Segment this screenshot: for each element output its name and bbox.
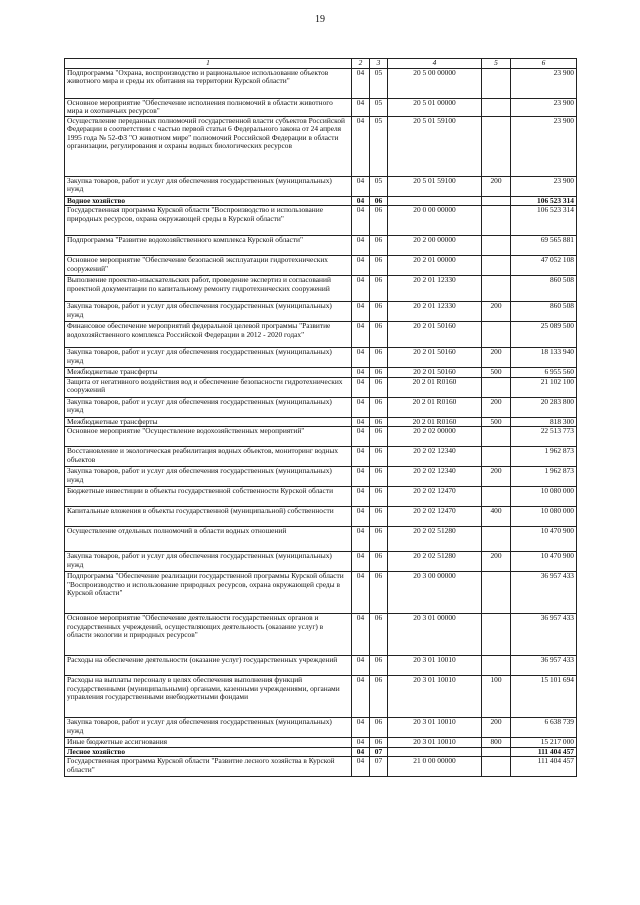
table-row	[65, 302, 577, 322]
cell-expense-type	[482, 447, 511, 467]
cell-amount: 10 470 900	[511, 527, 577, 552]
cell-target-article: 20 3 01 10010	[388, 738, 482, 748]
cell-section: 04	[352, 552, 370, 572]
cell-expense-type	[482, 322, 511, 348]
cell-name: Межбюджетные трансферты	[65, 368, 352, 378]
cell-section: 04	[352, 176, 370, 196]
cell-target-article: 20 5 01 00000	[388, 98, 482, 116]
cell-amount: 10 470 900	[511, 552, 577, 572]
cell-expense-type	[482, 116, 511, 176]
cell-expense-type	[482, 196, 511, 206]
cell-expense-type	[482, 427, 511, 447]
cell-subsection: 05	[370, 176, 388, 196]
cell-section: 04	[352, 397, 370, 417]
cell-subsection: 06	[370, 417, 388, 427]
cell-subsection: 06	[370, 236, 388, 256]
cell-section: 04	[352, 68, 370, 98]
table-row	[65, 676, 577, 718]
cell-section: 04	[352, 527, 370, 552]
cell-subsection: 06	[370, 302, 388, 322]
cell-target-article: 20 5 01 59100	[388, 116, 482, 176]
cell-subsection: 06	[370, 614, 388, 656]
cell-subsection: 07	[370, 757, 388, 777]
cell-subsection: 06	[370, 467, 388, 487]
cell-subsection: 07	[370, 747, 388, 757]
cell-amount: 23 900	[511, 116, 577, 176]
cell-amount: 23 900	[511, 68, 577, 98]
cell-name: Расходы на выплаты персоналу в целях обеспечения выполнения функций государственными (муниципальными) органами, казенными учреждениями, органами управления государственными внебюджетными фондами	[65, 676, 352, 718]
cell-target-article: 20 2 01 50160	[388, 368, 482, 378]
cell-subsection: 06	[370, 527, 388, 552]
cell-amount: 21 102 100	[511, 377, 577, 397]
cell-target-article	[388, 196, 482, 206]
cell-name: Закупка товаров, работ и услуг для обеспечения государственных (муниципальных) нужд	[65, 176, 352, 196]
cell-subsection: 06	[370, 256, 388, 276]
cell-name: Водное хозяйство	[65, 196, 352, 206]
cell-target-article: 20 2 02 51280	[388, 527, 482, 552]
cell-target-article: 20 2 02 12470	[388, 507, 482, 527]
cell-section: 04	[352, 377, 370, 397]
cell-section: 04	[352, 302, 370, 322]
cell-subsection: 06	[370, 427, 388, 447]
budget-table	[64, 58, 577, 777]
cell-subsection: 06	[370, 676, 388, 718]
header-col-6: 6	[511, 59, 577, 69]
header-col-5: 5	[482, 59, 511, 69]
cell-subsection: 06	[370, 276, 388, 302]
cell-expense-type	[482, 656, 511, 676]
table-row	[65, 757, 577, 777]
cell-section: 04	[352, 487, 370, 507]
cell-target-article: 20 2 01 R0160	[388, 377, 482, 397]
cell-amount: 860 508	[511, 302, 577, 322]
cell-subsection: 06	[370, 348, 388, 368]
cell-name: Государственная программа Курской области "Воспроизводство и использование природных ресурсов, охрана окружающей среды в Курской области"	[65, 206, 352, 236]
cell-target-article: 20 3 00 00000	[388, 572, 482, 614]
cell-expense-type: 100	[482, 676, 511, 718]
cell-target-article: 20 2 02 51280	[388, 552, 482, 572]
cell-target-article: 20 2 01 R0160	[388, 417, 482, 427]
cell-subsection: 06	[370, 206, 388, 236]
cell-target-article: 20 2 00 00000	[388, 236, 482, 256]
cell-section: 04	[352, 236, 370, 256]
cell-amount: 25 089 500	[511, 322, 577, 348]
cell-amount: 69 565 881	[511, 236, 577, 256]
cell-amount: 36 957 433	[511, 614, 577, 656]
cell-name: Иные бюджетные ассигнования	[65, 738, 352, 748]
header-col-2: 2	[352, 59, 370, 69]
cell-amount: 47 052 108	[511, 256, 577, 276]
cell-target-article	[388, 747, 482, 757]
cell-expense-type: 200	[482, 467, 511, 487]
cell-subsection: 06	[370, 656, 388, 676]
table-row	[65, 98, 577, 116]
header-col-1: 1	[65, 59, 352, 69]
cell-target-article: 20 5 01 59100	[388, 176, 482, 196]
cell-amount: 10 080 000	[511, 487, 577, 507]
cell-target-article: 20 2 01 12330	[388, 302, 482, 322]
cell-section: 04	[352, 757, 370, 777]
cell-name: Закупка товаров, работ и услуг для обеспечения государственных (муниципальных) нужд	[65, 397, 352, 417]
table-row	[65, 397, 577, 417]
cell-amount: 1 962 873	[511, 467, 577, 487]
cell-amount: 36 957 433	[511, 572, 577, 614]
cell-section: 04	[352, 348, 370, 368]
cell-section: 04	[352, 747, 370, 757]
cell-target-article: 20 3 01 10010	[388, 676, 482, 718]
cell-section: 04	[352, 467, 370, 487]
header-col-4: 4	[388, 59, 482, 69]
cell-amount: 22 513 773	[511, 427, 577, 447]
cell-section: 04	[352, 507, 370, 527]
cell-expense-type: 500	[482, 417, 511, 427]
cell-expense-type: 200	[482, 176, 511, 196]
table-row	[65, 552, 577, 572]
cell-amount: 111 404 457	[511, 757, 577, 777]
cell-expense-type: 200	[482, 348, 511, 368]
cell-section: 04	[352, 447, 370, 467]
cell-amount: 860 508	[511, 276, 577, 302]
cell-target-article: 20 0 00 00000	[388, 206, 482, 236]
table-row	[65, 322, 577, 348]
cell-section: 04	[352, 738, 370, 748]
cell-name: Межбюджетные трансферты	[65, 417, 352, 427]
cell-name: Осуществление отдельных полномочий в области водных отношений	[65, 527, 352, 552]
cell-amount: 15 101 694	[511, 676, 577, 718]
cell-subsection: 06	[370, 377, 388, 397]
cell-name: Финансовое обеспечение мероприятий федеральной целевой программы "Развитие водохозяйственного комплекса Российской Федерации в 2012 - 2020 годах"	[65, 322, 352, 348]
cell-name: Подпрограмма "Охрана, воспроизводство и рациональное использование объектов животного мира и среды их обитания на территории Курской области"	[65, 68, 352, 98]
table-row	[65, 116, 577, 176]
cell-name: Основное мероприятие "Осуществление водохозяйственных мероприятий"	[65, 427, 352, 447]
cell-expense-type	[482, 98, 511, 116]
cell-name: Подпрограмма "Развитие водохозяйственного комплекса Курской области"	[65, 236, 352, 256]
cell-expense-type	[482, 614, 511, 656]
table-row	[65, 348, 577, 368]
cell-section: 04	[352, 368, 370, 378]
cell-amount: 15 217 000	[511, 738, 577, 748]
cell-target-article: 20 3 01 00000	[388, 614, 482, 656]
cell-section: 04	[352, 98, 370, 116]
cell-expense-type: 200	[482, 718, 511, 738]
cell-section: 04	[352, 206, 370, 236]
cell-subsection: 06	[370, 572, 388, 614]
table-row	[65, 718, 577, 738]
cell-subsection: 06	[370, 487, 388, 507]
cell-name: Подпрограмма "Обеспечение реализации государственной программы Курской области "Воспроизводство и использование природных ресурсов, охрана окружающей среды в Курской области"	[65, 572, 352, 614]
cell-name: Расходы на обеспечение деятельности (оказание услуг) государственных учреждений	[65, 656, 352, 676]
cell-expense-type	[482, 276, 511, 302]
cell-expense-type: 200	[482, 397, 511, 417]
cell-name: Лесное хозяйство	[65, 747, 352, 757]
table-row	[65, 507, 577, 527]
cell-subsection: 06	[370, 552, 388, 572]
table-row	[65, 196, 577, 206]
table-row	[65, 487, 577, 507]
cell-expense-type	[482, 527, 511, 552]
cell-amount: 23 900	[511, 176, 577, 196]
table-row	[65, 206, 577, 236]
table-row	[65, 417, 577, 427]
cell-target-article: 20 3 01 10010	[388, 718, 482, 738]
table-row	[65, 447, 577, 467]
cell-amount: 1 962 873	[511, 447, 577, 467]
cell-target-article: 20 3 01 10010	[388, 656, 482, 676]
cell-name: Основное мероприятие "Обеспечение исполнения полномочий в области животного мира и охотничьих ресурсов"	[65, 98, 352, 116]
cell-amount: 20 283 800	[511, 397, 577, 417]
cell-section: 04	[352, 196, 370, 206]
cell-expense-type	[482, 68, 511, 98]
page-number: 19	[315, 14, 325, 25]
table-header-row	[65, 59, 577, 69]
cell-subsection: 06	[370, 718, 388, 738]
cell-target-article: 20 2 01 R0160	[388, 397, 482, 417]
cell-subsection: 06	[370, 738, 388, 748]
table-row	[65, 377, 577, 397]
table-row	[65, 276, 577, 302]
cell-name: Осуществление переданных полномочий государственной власти субъектов Российской Федерации в соответствии с частью первой статьи 6 Федерального закона от 24 апреля 1995 года № 52-ФЗ "О животном мире" полномочий Российской Федерации в области организации, регулирования и охраны водных биологических ресурсов	[65, 116, 352, 176]
cell-amount: 106 523 314	[511, 196, 577, 206]
cell-subsection: 05	[370, 116, 388, 176]
table-row	[65, 68, 577, 98]
table-row	[65, 467, 577, 487]
cell-name: Выполнение проектно-изыскательских работ, проведение экспертиз и согласований проектной документации по капитальному ремонту гидротехнических сооружений	[65, 276, 352, 302]
cell-name: Капитальные вложения в объекты государственной (муниципальной) собственности	[65, 507, 352, 527]
table-row	[65, 747, 577, 757]
table-row	[65, 527, 577, 552]
cell-expense-type	[482, 747, 511, 757]
cell-section: 04	[352, 614, 370, 656]
cell-name: Закупка товаров, работ и услуг для обеспечения государственных (муниципальных) нужд	[65, 552, 352, 572]
cell-target-article: 20 2 02 00000	[388, 427, 482, 447]
cell-name: Закупка товаров, работ и услуг для обеспечения государственных (муниципальных) нужд	[65, 467, 352, 487]
table-row	[65, 256, 577, 276]
cell-subsection: 06	[370, 368, 388, 378]
cell-target-article: 21 0 00 00000	[388, 757, 482, 777]
cell-amount: 36 957 433	[511, 656, 577, 676]
cell-amount: 818 300	[511, 417, 577, 427]
cell-expense-type	[482, 206, 511, 236]
cell-section: 04	[352, 116, 370, 176]
cell-subsection: 06	[370, 397, 388, 417]
cell-expense-type: 500	[482, 368, 511, 378]
cell-name: Государственная программа Курской области "Развитие лесного хозяйства в Курской области"	[65, 757, 352, 777]
cell-section: 04	[352, 718, 370, 738]
cell-amount: 23 900	[511, 98, 577, 116]
cell-section: 04	[352, 276, 370, 302]
table-row	[65, 236, 577, 256]
cell-subsection: 06	[370, 196, 388, 206]
table-row	[65, 614, 577, 656]
cell-target-article: 20 2 01 50160	[388, 348, 482, 368]
cell-section: 04	[352, 656, 370, 676]
cell-name: Основное мероприятие "Обеспечение деятельности государственных органов и государственных учреждений, осуществляющих деятельность (оказание услуг) в области экологии и природных ресурсов"	[65, 614, 352, 656]
cell-subsection: 06	[370, 322, 388, 348]
cell-expense-type	[482, 572, 511, 614]
cell-name: Основное мероприятие "Обеспечение безопасной эксплуатации гидротехнических сооружений"	[65, 256, 352, 276]
cell-target-article: 20 2 01 12330	[388, 276, 482, 302]
cell-name: Восстановление и экологическая реабилитация водных объектов, мониторинг водных объектов	[65, 447, 352, 467]
cell-section: 04	[352, 322, 370, 348]
cell-expense-type	[482, 487, 511, 507]
cell-section: 04	[352, 427, 370, 447]
cell-amount: 18 133 940	[511, 348, 577, 368]
cell-section: 04	[352, 572, 370, 614]
cell-expense-type: 400	[482, 507, 511, 527]
cell-target-article: 20 5 00 00000	[388, 68, 482, 98]
cell-amount: 106 523 314	[511, 206, 577, 236]
cell-expense-type	[482, 377, 511, 397]
cell-target-article: 20 2 01 00000	[388, 256, 482, 276]
cell-name: Защита от негативного воздействия вод и обеспечение безопасности гидротехнических сооружений	[65, 377, 352, 397]
table-row	[65, 176, 577, 196]
cell-expense-type: 800	[482, 738, 511, 748]
cell-expense-type	[482, 236, 511, 256]
cell-target-article: 20 2 02 12470	[388, 487, 482, 507]
cell-target-article: 20 2 02 12340	[388, 467, 482, 487]
cell-expense-type: 200	[482, 302, 511, 322]
cell-subsection: 06	[370, 447, 388, 467]
table-row	[65, 427, 577, 447]
table-row	[65, 656, 577, 676]
cell-name: Закупка товаров, работ и услуг для обеспечения государственных (муниципальных) нужд	[65, 348, 352, 368]
cell-expense-type	[482, 256, 511, 276]
table-row	[65, 572, 577, 614]
cell-amount: 111 404 457	[511, 747, 577, 757]
cell-target-article: 20 2 01 50160	[388, 322, 482, 348]
cell-section: 04	[352, 676, 370, 718]
cell-subsection: 05	[370, 98, 388, 116]
header-col-3: 3	[370, 59, 388, 69]
cell-section: 04	[352, 417, 370, 427]
cell-expense-type	[482, 757, 511, 777]
cell-amount: 6 638 739	[511, 718, 577, 738]
cell-subsection: 06	[370, 507, 388, 527]
cell-name: Закупка товаров, работ и услуг для обеспечения государственных (муниципальных) нужд	[65, 718, 352, 738]
cell-subsection: 05	[370, 68, 388, 98]
cell-name: Бюджетные инвестиции в объекты государственной собственности Курской области	[65, 487, 352, 507]
cell-amount: 10 080 000	[511, 507, 577, 527]
cell-name: Закупка товаров, работ и услуг для обеспечения государственных (муниципальных) нужд	[65, 302, 352, 322]
cell-section: 04	[352, 256, 370, 276]
cell-expense-type: 200	[482, 552, 511, 572]
table-body	[65, 68, 577, 777]
table-row	[65, 738, 577, 748]
table-row	[65, 368, 577, 378]
cell-amount: 6 955 560	[511, 368, 577, 378]
cell-target-article: 20 2 02 12340	[388, 447, 482, 467]
